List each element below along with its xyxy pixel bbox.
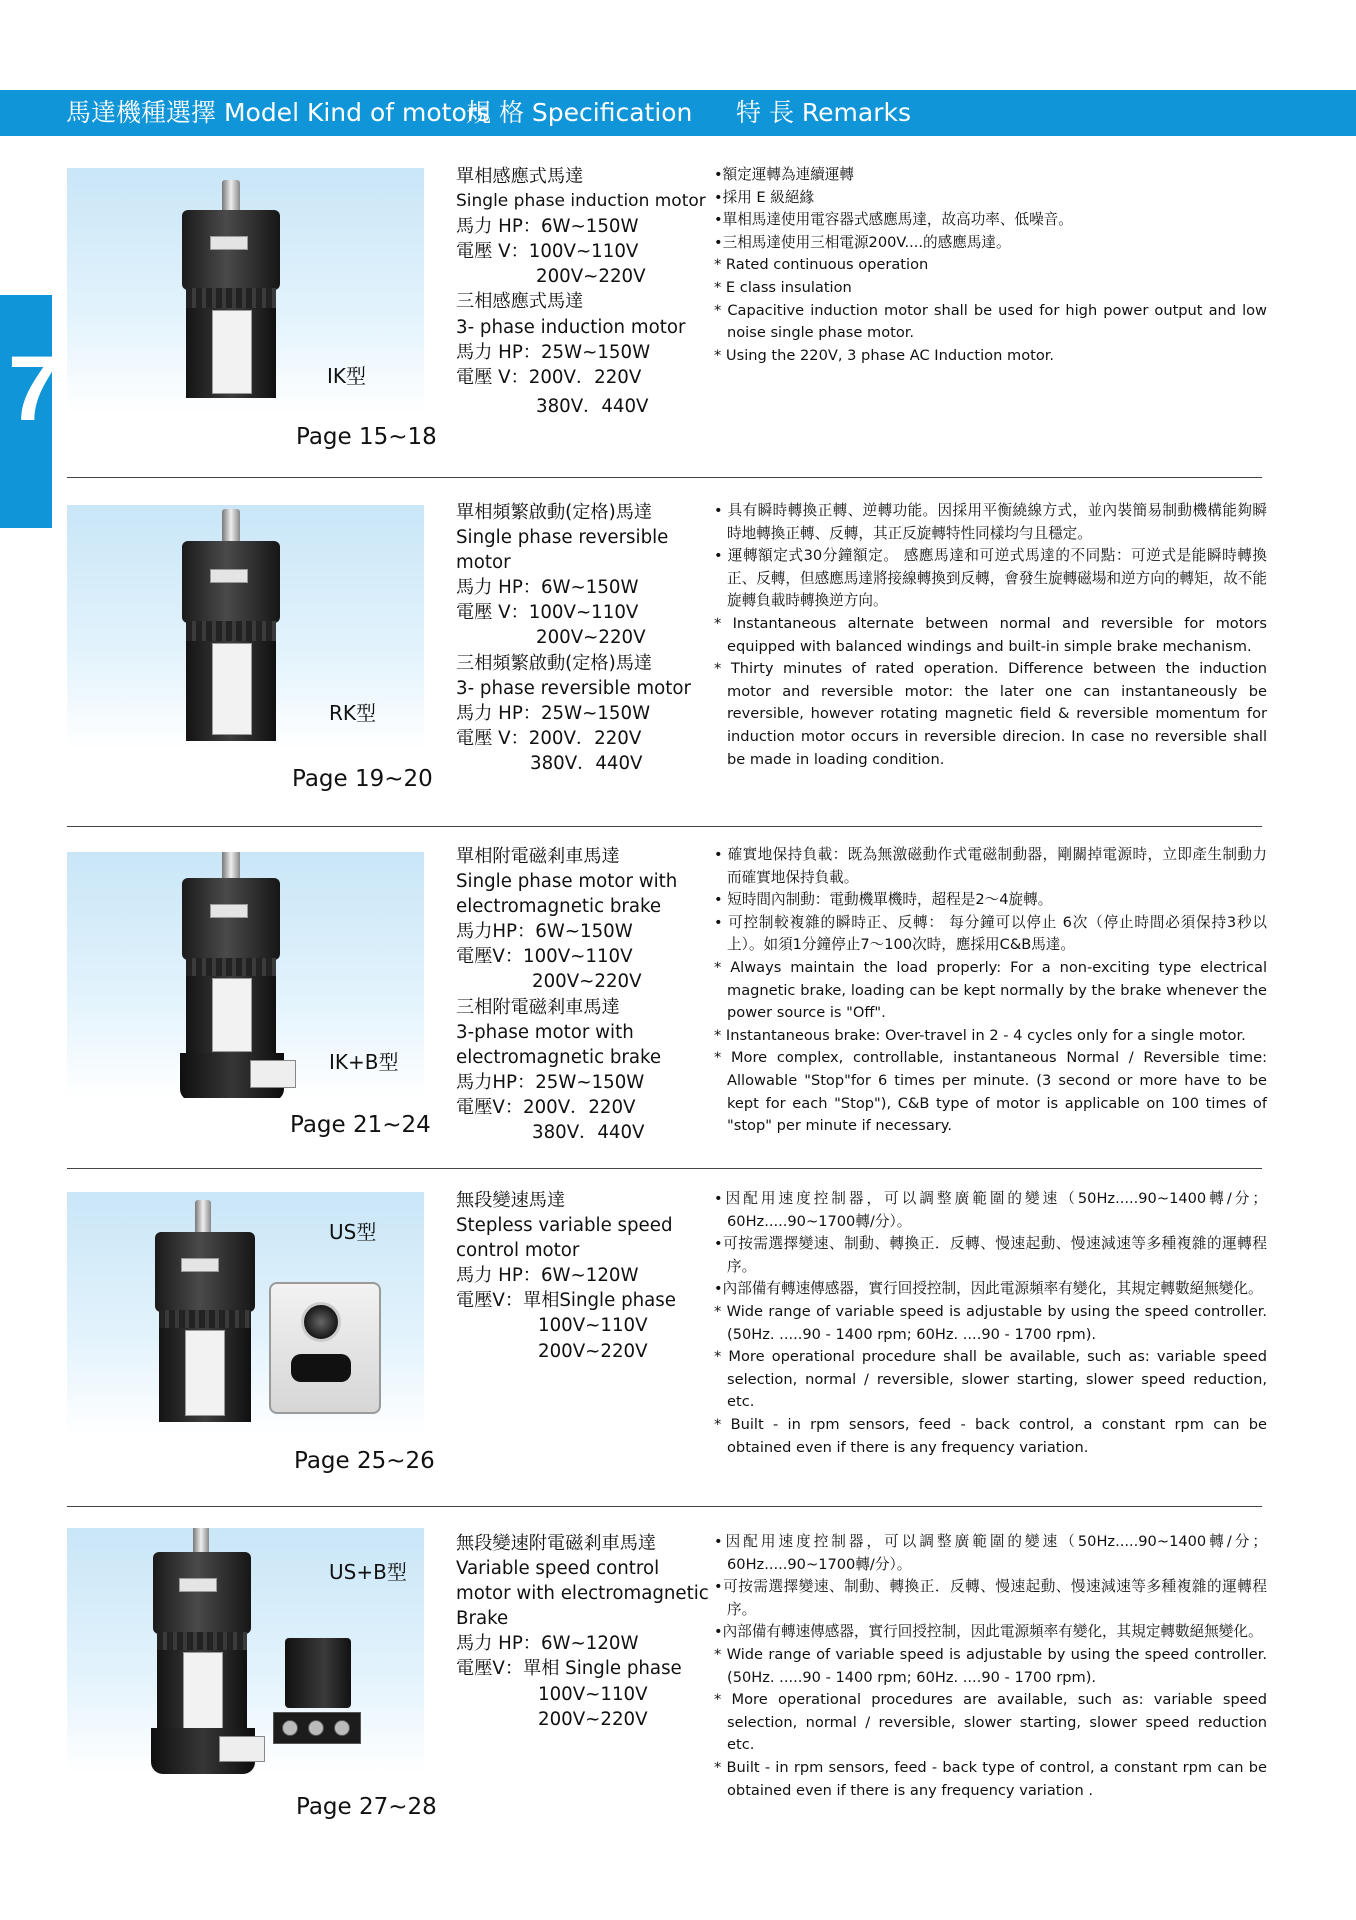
remark-item: •因配用速度控制器，可以調整廣範圍的變速（50Hz.....90~1400轉/分；60Hz.....90~1700轉/分）。 xyxy=(714,1533,1267,1573)
brake-relay-image xyxy=(285,1638,351,1708)
speed-controller-image xyxy=(269,1282,381,1414)
product-photo-ik xyxy=(67,168,424,414)
spec-line: 380V．440V xyxy=(536,395,649,417)
spec-line: 無段變速附電磁剎車馬達 xyxy=(456,1533,657,1554)
spec-line: motor xyxy=(456,552,511,574)
spec-line: 馬力 HP：25W~150W xyxy=(456,702,651,724)
product-photo-usb xyxy=(67,1528,424,1774)
remark-item: * E class insulation xyxy=(714,278,852,296)
section-divider xyxy=(67,1506,1262,1507)
remark-item: •內部備有轉速傳感器，實行回授控制，因此電源頻率有變化，其規定轉數絕無變化。 xyxy=(714,1623,1263,1641)
model-label: US+B型 xyxy=(329,1560,407,1584)
spec-line: 馬力HP：25W~150W xyxy=(456,1071,645,1093)
remark-item: •採用 E 級絕緣 xyxy=(714,188,815,206)
remarks-block xyxy=(714,500,1267,771)
spec-line: Brake xyxy=(456,1608,509,1630)
remark-item: * Using the 220V, 3 phase AC Induction motor. xyxy=(714,346,1055,364)
remark-item: * Wide range of variable speed is adjustable by using the speed controller. (50Hz. .....90 - 1400 rpm; 60Hz. ....90 - 1700 rpm). xyxy=(714,1302,1267,1343)
spec-line: 電壓V：單相Single phase xyxy=(456,1290,676,1312)
spec-line: Single phase motor with xyxy=(456,871,678,893)
spec-line: 3- phase reversible motor xyxy=(456,677,691,699)
spec-block xyxy=(456,1188,716,1364)
remark-item: * Thirty minutes of rated operation. Difference between the induction motor and reversible motor: the later one can instantaneously be reversible, however rotating magnetic field & reversible momentum for induction motor occurs in reversible direcion. In case no reversible shall be made in loading condition. xyxy=(714,660,1267,768)
product-photo-rk xyxy=(67,505,424,751)
spec-line: 200V~220V xyxy=(536,627,646,649)
spec-line: 馬力 HP：6W~150W xyxy=(456,216,639,238)
spec-line: 電壓 V：200V．220V xyxy=(456,366,642,388)
spec-line: 單相附電磁剎車馬達 xyxy=(456,846,620,867)
remark-item: * Built - in rpm sensors, feed - back control, a constant rpm can be obtained even if there is any frequency variation. xyxy=(714,1415,1267,1456)
page-reference: Page 19~20 xyxy=(292,766,433,792)
spec-line: 單相頻繁啟動(定格)馬達 xyxy=(456,502,653,523)
remark-item: * More operational procedures are available, such as: variable speed selection, normal / reversible, slower starting, slower speed reduction etc. xyxy=(714,1691,1267,1754)
spec-line: 電壓 V：100V~110V xyxy=(456,602,639,624)
spec-line: motor with electromagnetic xyxy=(456,1583,709,1605)
spec-line: 三相附電磁剎車馬達 xyxy=(456,996,620,1018)
section-divider xyxy=(67,477,1262,478)
section-divider xyxy=(67,1168,1262,1169)
remark-item: •內部備有轉速傳感器，實行回授控制，因此電源頻率有變化，其規定轉數絕無變化。 xyxy=(714,1280,1263,1298)
remark-item: • 具有瞬時轉換正轉、逆轉功能。因採用平衡繞線方式，並內裝簡易制動機構能夠瞬時地轉換正轉、反轉，其正反旋轉特性同樣均勻且穩定。 xyxy=(714,502,1267,542)
remark-item: * Instantaneous alternate between normal and reversible for motors equipped with balanced windings and built-in simple brake mechanism. xyxy=(714,614,1267,655)
spec-line: 3-phase motor with xyxy=(456,1021,634,1043)
remarks-block xyxy=(714,1531,1267,1802)
remark-item: •額定運轉為連續運轉 xyxy=(714,166,854,183)
product-photo-ikb xyxy=(67,852,424,1098)
spec-line: 100V~110V xyxy=(538,1683,648,1705)
header-bar xyxy=(0,90,1356,136)
remark-item: • 確實地保持負載：既為無激磁動作式電磁制動器，剛關掉電源時，立即產生制動力而確實地保持負載。 xyxy=(714,846,1267,886)
remark-item: * Built - in rpm sensors, feed - back type of control, a constant rpm can be obtained even if there is any frequency variation . xyxy=(714,1758,1267,1799)
remarks-block xyxy=(714,844,1267,1138)
remark-item: * Wide range of variable speed is adjustable by using the speed controller. (50Hz. .....90 - 1400 rpm; 60Hz. ....90 - 1700 rpm). xyxy=(714,1645,1267,1686)
spec-line: 380V．440V xyxy=(532,1122,645,1144)
spec-line: 電壓V：單相 Single phase xyxy=(456,1658,682,1680)
spec-block xyxy=(456,500,716,776)
spec-line: 單相感應式馬達 xyxy=(456,166,584,187)
spec-line: 380V．440V xyxy=(530,752,643,774)
page-reference: Page 21~24 xyxy=(290,1112,431,1138)
spec-line: 100V~110V xyxy=(538,1315,648,1337)
page-reference: Page 27~28 xyxy=(296,1794,437,1820)
spec-line: 馬力 HP：25W~150W xyxy=(456,341,651,363)
spec-line: 200V~220V xyxy=(538,1708,648,1730)
spec-line: 200V~220V xyxy=(532,971,642,993)
remark-item: •因配用速度控制器，可以調整廣範圍的變速（50Hz.....90~1400轉/分；60Hz.....90~1700轉/分）。 xyxy=(714,1190,1267,1230)
remark-item: * More operational procedure shall be available, such as: variable speed selection, normal / reversible, slower starting, slower speed reduction, etc. xyxy=(714,1348,1267,1411)
spec-line: 電壓V：100V~110V xyxy=(456,946,633,968)
remark-item: •三相馬達使用三相電源200V....的感應馬達。 xyxy=(714,233,1011,251)
model-label: US型 xyxy=(329,1220,377,1244)
model-label: IK+B型 xyxy=(329,1050,399,1074)
spec-block xyxy=(456,164,716,419)
chapter-tab xyxy=(0,295,60,528)
section-divider xyxy=(67,826,1262,827)
page-reference: Page 15~18 xyxy=(296,424,437,450)
spec-line: 馬力 HP：6W~150W xyxy=(456,577,639,599)
spec-line: electromagnetic brake xyxy=(456,1046,662,1068)
spec-line: electromagnetic brake xyxy=(456,896,662,918)
spec-block xyxy=(456,844,716,1145)
remark-item: • 短時間內制動：電動機單機時，超程是2～4旋轉。 xyxy=(714,891,1053,909)
remark-item: •單相馬達使用電容器式感應馬達，故高功率、低噪音。 xyxy=(714,211,1073,229)
remark-item: •可按需選擇變速、制動、轉換正．反轉、慢速起動、慢速減速等多種複雜的運轉程序。 xyxy=(714,1578,1267,1618)
spec-line: Variable speed control xyxy=(456,1558,660,1580)
spec-line: control motor xyxy=(456,1240,580,1262)
spec-line: Single phase reversible xyxy=(456,527,669,549)
remark-item: * Capacitive induction motor shall be used for high power output and low noise single phase motor. xyxy=(714,301,1267,342)
spec-line: Single phase induction motor xyxy=(456,191,706,212)
page-reference: Page 25~26 xyxy=(294,1448,435,1474)
header-remarks-column: 特 長 Remarks xyxy=(736,98,911,127)
spec-line: 三相感應式馬達 xyxy=(456,291,584,313)
spec-line: 無段變速馬達 xyxy=(456,1190,566,1211)
spec-line: 電壓V：200V．220V xyxy=(456,1096,636,1118)
spec-line: 200V~220V xyxy=(538,1340,648,1362)
spec-line: 3- phase induction motor xyxy=(456,316,686,338)
remark-item: * Instantaneous brake: Over-travel in 2 - 4 cycles only for a single motor. xyxy=(714,1026,1246,1044)
remarks-block xyxy=(714,164,1267,367)
header-spec-column: 規 格 Specification xyxy=(466,98,693,127)
remark-item: * More complex, controllable, instantaneous Normal / Reversible time: Allowable "Stop"for 6 times per minute. (3 second or more have to be kept for each "Stop"), C&B type of motor is applicable on 100 times of "stop" per minute if necessary. xyxy=(714,1049,1267,1135)
spec-line: 200V~220V xyxy=(536,266,646,288)
terminal-block-image xyxy=(273,1712,361,1744)
remark-item: * Rated continuous operation xyxy=(714,256,929,274)
spec-line: 馬力 HP：6W~120W xyxy=(456,1633,639,1655)
remark-item: • 運轉額定式30分鐘額定。 感應馬達和可逆式馬達的不同點：可逆式是能瞬時轉換正、反轉，但感應馬達將接線轉換到反轉，會發生旋轉磁場和逆方向的轉矩，故不能旋轉負載時轉換逆方向。 xyxy=(714,547,1267,610)
header-model-column: 馬達機種選擇 Model Kind of motors xyxy=(66,98,491,127)
spec-block xyxy=(456,1531,716,1732)
model-label: IK型 xyxy=(327,364,367,388)
chapter-number: 7 xyxy=(8,338,60,440)
spec-line: Stepless variable speed xyxy=(456,1215,673,1237)
spec-line: 電壓 V：100V~110V xyxy=(456,241,639,263)
spec-line: 馬力HP：6W~150W xyxy=(456,921,633,943)
spec-line: 馬力 HP：6W~120W xyxy=(456,1265,639,1287)
remarks-block xyxy=(714,1188,1267,1459)
remark-item: • 可控制較複雜的瞬時正、反轉： 每分鐘可以停止 6次（停止時間必須保持3秒以上）。如須1分鐘停止7～100次時，應採用C&B馬達。 xyxy=(714,913,1267,954)
product-photo-us xyxy=(67,1192,424,1436)
remark-item: •可按需選擇變速、制動、轉換正．反轉、慢速起動、慢速減速等多種複雜的運轉程序。 xyxy=(714,1235,1267,1275)
spec-line: 電壓 V：200V．220V xyxy=(456,727,642,749)
remark-item: * Always maintain the load properly: For a non-exciting type electrical magnetic brake, loading can be kept normally by the brake whenever the power source is "Off". xyxy=(714,958,1267,1022)
spec-line: 三相頻繁啟動(定格)馬達 xyxy=(456,652,653,674)
model-label: RK型 xyxy=(329,701,377,725)
